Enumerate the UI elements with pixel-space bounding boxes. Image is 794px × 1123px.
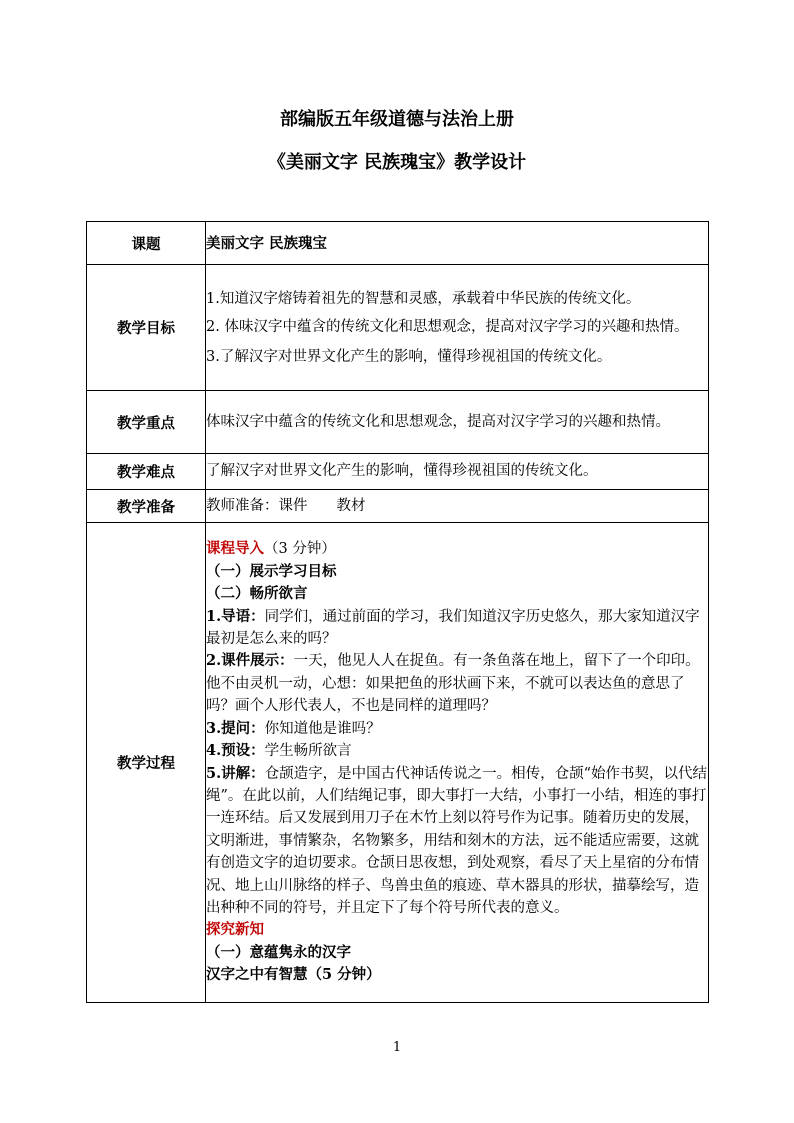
intro-time: （3 分钟） (264, 541, 336, 558)
item-label: 3.提问： (206, 719, 265, 737)
section-heading: （一）展示学习目标 (206, 562, 337, 580)
lesson-plan-table (86, 221, 709, 1003)
item-text: 同学们，通过前面的学习，我们知道汉字历史悠久，那大家知道汉字最初是怎么来的吗？ (206, 608, 700, 648)
item-label: 5.讲解： (206, 764, 265, 782)
process-item (206, 650, 708, 717)
table-row-difficulty (87, 454, 709, 490)
section-heading: （一）意蕴隽永的汉字 (206, 943, 351, 961)
intro-line (206, 538, 708, 560)
item-text: 你知道他是谁吗？ (264, 720, 381, 737)
explore-heading: 探究新知 (206, 921, 264, 939)
table-row-topic (87, 222, 709, 265)
process-item (206, 606, 708, 651)
goal-item: 2. 体味汉字中蕴含的传统文化和思想观念，提高对汉字学习的兴趣和热情。 (206, 318, 689, 335)
process-item (206, 718, 708, 740)
process-item (206, 763, 708, 920)
goal-item: 1.知道汉字熔铸着祖先的智慧和灵感，承载着中华民族的传统文化。 (206, 290, 641, 307)
table-row-prep (87, 490, 709, 523)
item-text: 一天，他见人人在捉鱼。有一条鱼落在地上，留下了一个印印。他不由灵机一动，心想：如果把鱼的形状画下来，不就可以表达鱼的意思了吗？画个人形代表人，不也是同样的道理吗？ (206, 653, 700, 715)
prep-value: 教师准备：课件 教材 (206, 490, 709, 523)
item-label: 1.导语： (206, 607, 265, 625)
table-row-process (87, 523, 709, 1003)
difficulty-label: 教学难点 (87, 454, 206, 490)
section-heading: 汉字之中有智慧（5 分钟） (206, 966, 381, 984)
document-subtitle: 《美丽文字 民族瑰宝》教学设计 (267, 152, 527, 173)
item-label: 2.课件展示： (206, 652, 294, 670)
topic-value: 美丽文字 民族瑰宝 (206, 222, 709, 265)
key-label: 教学重点 (87, 391, 206, 454)
goals-label: 教学目标 (87, 265, 206, 391)
table-row-goals (87, 265, 709, 391)
process-cell (206, 523, 709, 1003)
prep-label: 教学准备 (87, 490, 206, 523)
item-text: 学生畅所欲言 (264, 743, 352, 760)
key-value: 体味汉字中蕴含的传统文化和思想观念，提高对汉字学习的兴趣和热情。 (206, 391, 709, 454)
document-title: 部编版五年级道德与法治上册 (280, 109, 514, 130)
item-text: 仓颉造字，是中国古代神话传说之一。相传，仓颉“始作书契，以代结绳”。在此以前，人们结绳记事，即大事打一大结，小事打一小结，相连的事打一连环结。后又发展到用刀子在木竹上刻以符号作为记事。随着历史的发展，文明渐进，事情繁杂，名物繁多，用结和刻木的方法，远不能适应需要，这就有创造文字的迫切要求。仓颉日思夜想，到处观察，看尽了天上星宿的分布情况、地上山川脉络的样子、鸟兽虫鱼的痕迹、草木器具的形状，描摹绘写，造出种种不同的符号，并且定下了每个符号所代表的意义。 (206, 765, 708, 916)
difficulty-value: 了解汉字对世界文化产生的影响，懂得珍视祖国的传统文化。 (206, 454, 709, 490)
page-number: 1 (392, 1040, 402, 1055)
process-label: 教学过程 (87, 523, 206, 1003)
goal-item: 3.了解汉字对世界文化产生的影响，懂得珍视祖国的传统文化。 (206, 348, 612, 365)
goals-cell (206, 265, 709, 391)
section-heading: （二）畅所欲言 (206, 585, 308, 603)
intro-heading: 课程导入 (206, 540, 264, 558)
topic-label: 课题 (87, 222, 206, 265)
item-label: 4.预设： (206, 742, 265, 760)
process-item (206, 740, 708, 762)
table-row-key (87, 391, 709, 454)
